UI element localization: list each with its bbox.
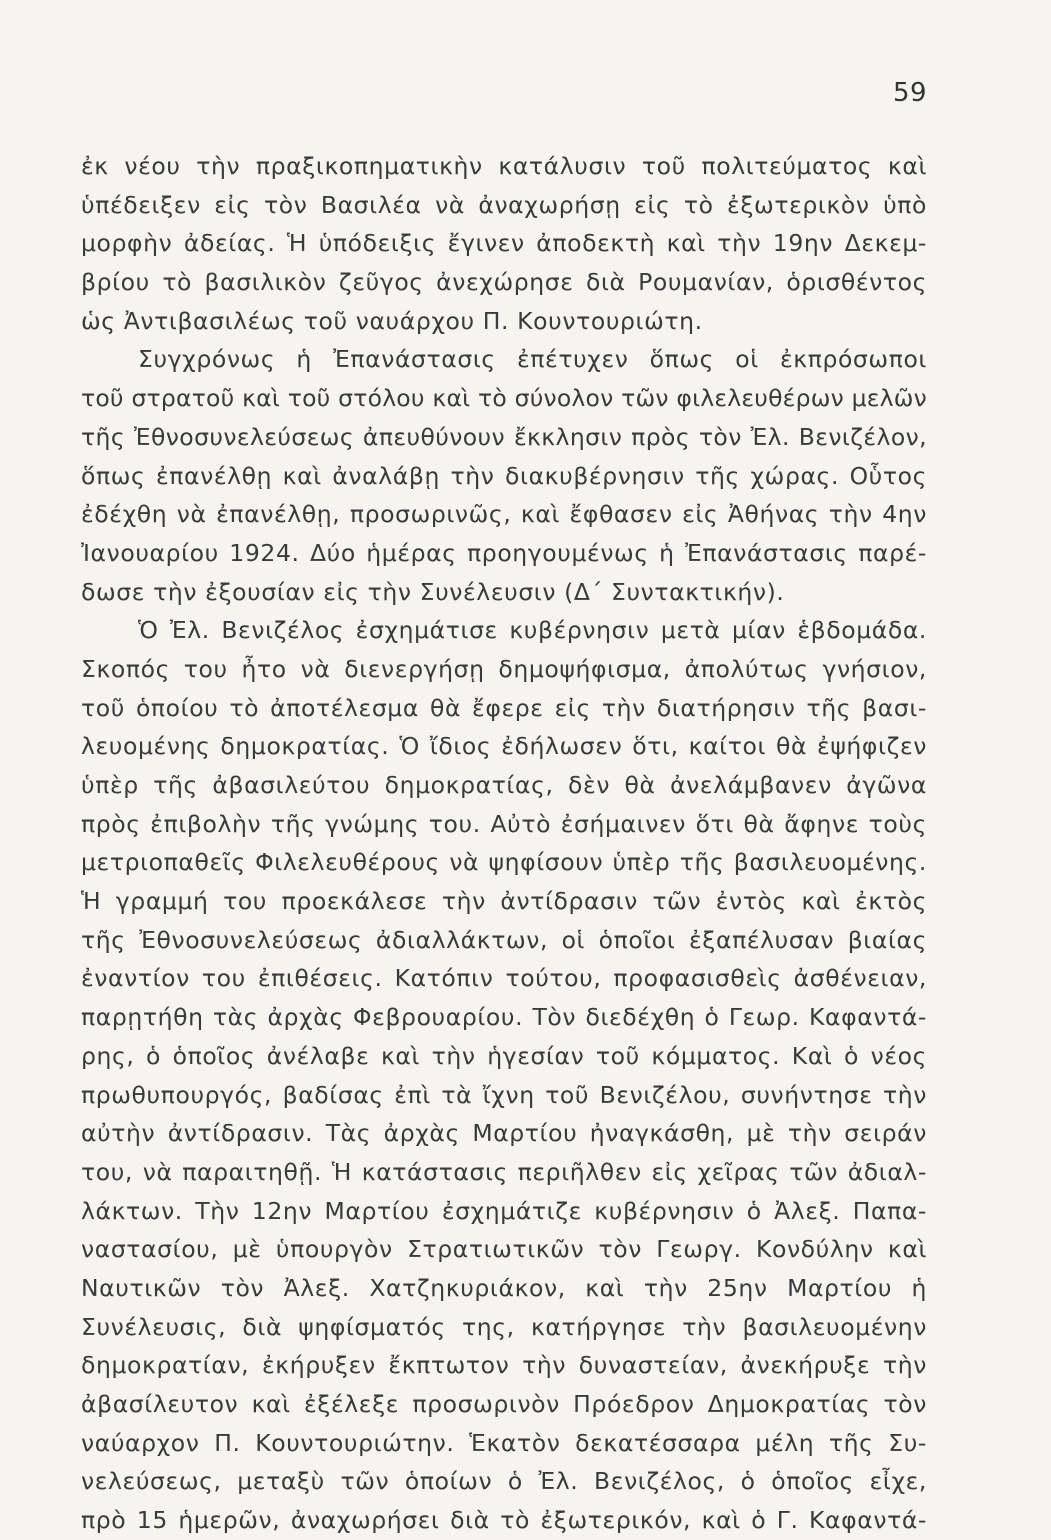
page-number: 59 bbox=[893, 78, 928, 108]
text-line: μορφὴν ἀδείας. Ἡ ὑπόδειξις ἔγινεν ἀποδεκτὴ καὶ τὴν 19ην Δεκεμ- bbox=[81, 229, 927, 258]
text-line: λευομένης δημοκρατίας. Ὁ ἴδιος ἐδήλωσεν ὅτι, καίτοι θὰ ἐψήφιζεν bbox=[81, 732, 927, 761]
text-line: ὅπως ἐπανέλθῃ καὶ ἀναλάβῃ τὴν διακυβέρνησιν τῆς χώρας. Οὗτος bbox=[81, 461, 927, 490]
text-line: λάκτων. Τὴν 12ην Μαρτίου ἐσχημάτιζε κυβέρνησιν ὁ Ἀλεξ. Παπα- bbox=[81, 1196, 927, 1225]
text-line: τοῦ ὁποίου τὸ ἀποτέλεσμα θὰ ἔφερε εἰς τὴν διατήρησιν τῆς βασι- bbox=[81, 693, 927, 722]
text-line: Συγχρόνως ἡ Ἐπανάστασις ἐπέτυχεν ὅπως οἱ ἐκπρόσωποι bbox=[138, 345, 927, 374]
text-line: παρῃτήθη τὰς ἀρχὰς Φεβρουαρίου. Τὸν διεδέχθη ὁ Γεωρ. Καφαντά- bbox=[81, 1003, 927, 1032]
text-line: ὑπέδειξεν εἰς τὸν Βασιλέα νὰ ἀναχωρήσῃ εἰς τὸ ἐξωτερικὸν ὑπὸ bbox=[81, 190, 927, 219]
text-line: τῆς Ἐθνοσυνελεύσεως ἀπευθύνουν ἔκκλησιν πρὸς τὸν Ἐλ. Βενιζέλον, bbox=[81, 422, 927, 451]
text-line: πρὸ 15 ἡμερῶν, ἀναχωρήσει διὰ τὸ ἐξωτερικόν, καὶ ὁ Γ. Καφαντά- bbox=[81, 1506, 927, 1535]
text-line: ρης, ὁ ὁποῖος ἀνέλαβε καὶ τὴν ἡγεσίαν τοῦ κόμματος. Καὶ ὁ νέος bbox=[81, 1041, 927, 1070]
text-line: πρωθυπουργός, βαδίσας ἐπὶ τὰ ἴχνη τοῦ Βενιζέλου, συνήντησε τὴν bbox=[81, 1080, 927, 1109]
text-line: ἐδέχθη νὰ ἐπανέλθῃ, προσωρινῶς, καὶ ἔφθασεν εἰς Ἀθήνας τὴν 4ην bbox=[81, 500, 927, 529]
text-line: νελεύσεως, μεταξὺ τῶν ὁποίων ὁ Ἐλ. Βενιζέλος, ὁ ὁποῖος εἶχε, bbox=[81, 1467, 927, 1496]
text-line: ναύαρχον Π. Κουντουριώτην. Ἑκατὸν δεκατέσσαρα μέλη τῆς Συ- bbox=[81, 1428, 927, 1457]
text-line: Σκοπός του ἦτο νὰ διενεργήσῃ δημοψήφισμα, ἀπολύτως γνήσιον, bbox=[81, 654, 927, 683]
text-line: δωσε τὴν ἐξουσίαν εἰς τὴν Συνέλευσιν (Δ΄ Συντακτικήν). bbox=[81, 577, 785, 606]
text-line: τοῦ στρατοῦ καὶ τοῦ στόλου καὶ τὸ σύνολον τῶν φιλελευθέρων μελῶν bbox=[81, 384, 927, 413]
text-line: ὡς Ἀντιβασιλέως τοῦ ναυάρχου Π. Κουντουριώτη. bbox=[81, 306, 703, 335]
text-line: τῆς Ἐθνοσυνελεύσεως ἀδιαλλάκτων, οἱ ὁποῖοι ἐξαπέλυσαν βιαίας bbox=[81, 925, 927, 954]
text-line: πρὸς ἐπιβολὴν τῆς γνώμης του. Αὐτὸ ἐσήμαινεν ὅτι θὰ ἄφηνε τοὺς bbox=[81, 809, 927, 838]
text-line: μετριοπαθεῖς Φιλελευθέρους νὰ ψηφίσουν ὑπὲρ τῆς βασιλευομένης. bbox=[81, 848, 927, 877]
text-line: Ναυτικῶν τὸν Ἀλεξ. Χατζηκυριάκον, καὶ τὴν 25ην Μαρτίου ἡ bbox=[81, 1273, 927, 1302]
text-line: ἐκ νέου τὴν πραξικοπηματικὴν κατάλυσιν τοῦ πολιτεύματος καὶ bbox=[81, 152, 927, 180]
text-line: Ὁ Ἐλ. Βενιζέλος ἐσχημάτισε κυβέρνησιν μετὰ μίαν ἑβδομάδα. bbox=[138, 616, 927, 645]
text-line: Ἰανουαρίου 1924. Δύο ἡμέρας προηγουμένως ἡ Ἐπανάστασις παρέ- bbox=[81, 538, 927, 567]
text-line: του, νὰ παραιτηθῇ. Ἡ κατάστασις περιῆλθεν εἰς χεῖρας τῶν ἀδιαλ- bbox=[81, 1157, 927, 1186]
text-line: Ἡ γραμμή του προεκάλεσε τὴν ἀντίδρασιν τῶν ἐντὸς καὶ ἐκτὸς bbox=[81, 887, 927, 916]
text-line: Συνέλευσις, διὰ ψηφίσματός της, κατήργησε τὴν βασιλευομένην bbox=[81, 1312, 927, 1341]
text-line: ἀβασίλευτον καὶ ἐξέλεξε προσωρινὸν Πρόεδρον Δημοκρατίας τὸν bbox=[81, 1390, 927, 1418]
body-text bbox=[81, 147, 927, 1540]
text-line: βρίου τὸ βασιλικὸν ζεῦγος ἀνεχώρησε διὰ Ρουμανίαν, ὁρισθέντος bbox=[81, 268, 927, 297]
text-line: ἐναντίον του ἐπιθέσεις. Κατόπιν τούτου, προφασισθεὶς ἀσθένειαν, bbox=[81, 964, 927, 993]
text-line: αὐτὴν ἀντίδρασιν. Τὰς ἀρχὰς Μαρτίου ἠναγκάσθη, μὲ τὴν σειράν bbox=[81, 1119, 927, 1148]
text-line: δημοκρατίαν, ἐκήρυξεν ἔκπτωτον τὴν δυναστείαν, ἀνεκήρυξε τὴν bbox=[81, 1351, 927, 1380]
text-line: ὑπὲρ τῆς ἀβασιλεύτου δημοκρατίας, δὲν θὰ ἀνελάμβανεν ἀγῶνα bbox=[81, 771, 927, 799]
text-line: ναστασίου, μὲ ὑπουργὸν Στρατιωτικῶν τὸν Γεωργ. Κονδύλην καὶ bbox=[81, 1235, 927, 1264]
